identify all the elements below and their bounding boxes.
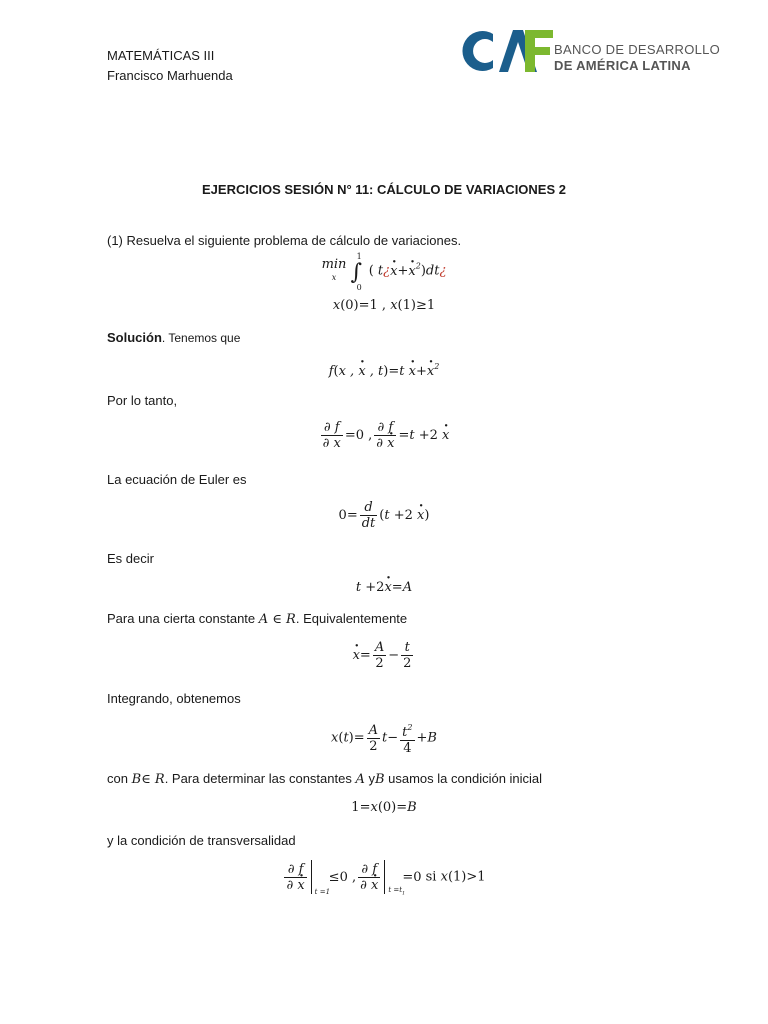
- initial-condition-equation: 1=x(0)=B: [351, 800, 417, 815]
- con-mid: . Para determinar las constantes: [164, 771, 356, 786]
- es-decir-text: Es decir: [107, 551, 154, 566]
- logo-line-2: DE AMÉRICA LATINA: [554, 58, 691, 73]
- solution-intro: [107, 330, 240, 345]
- euler-text: La ecuación de Euler es: [107, 472, 247, 487]
- integrando-text: Integrando, obtenemos: [107, 691, 241, 706]
- xdot-equation: x ·= $\frac{A}{2}$ − $\frac{t}{2}$: [0, 640, 768, 671]
- general-solution-equation: x(t)= $\frac{A}{2}$ t− $\frac{t^2}{4}$ +B: [0, 720, 768, 756]
- transversalidad-text: y la condición de transversalidad: [107, 833, 296, 848]
- problem-number: (1): [107, 233, 123, 248]
- logo-text: [554, 42, 720, 74]
- problem-statement: [107, 233, 461, 248]
- problem-equation: min x 1 ∫ 0 ( t¿x ·+x ·$^2$)dt¿: [0, 252, 768, 292]
- transversality-equation: $\frac{\partial f}{\partial x}$ · t =1 ≤0 , $\frac{\partial f}{\partial x}$ · $t =t_1$ =0 si x(1)>1: [0, 860, 768, 894]
- si-word: si: [425, 869, 437, 885]
- solution-label: Solución: [107, 330, 162, 345]
- con-text: con B∈ R. Para determinar las constantes A yB usamos la condición inicial: [107, 771, 543, 787]
- constante-pre: Para una cierta constante: [107, 611, 259, 626]
- problem-text: Resuelva el siguiente problema de cálculo de variaciones.: [126, 233, 462, 248]
- con-pre: con: [107, 771, 132, 786]
- euler-equation: 0= $\frac{d}{dt}$ (t +2 x ·): [0, 500, 768, 531]
- partial-derivatives-equation: $\frac{\partial f}{\partial x}$ =0 , $\frac{\partial f}{\partial x}$ · =t +2 x ·: [0, 420, 768, 451]
- constante-text: Para una cierta constante A ∈ R. Equivalentemente: [107, 611, 408, 627]
- boundary-conditions: x(0)=1 , x(1)≥1: [332, 298, 436, 313]
- con-post: usamos la condición inicial: [384, 771, 543, 786]
- author-name: Francisco Marhuenda: [107, 68, 233, 83]
- logo-line-1: BANCO DE DESARROLLO: [554, 42, 721, 57]
- solution-intro-text: . Tenemos que: [161, 331, 241, 345]
- course-title: MATEMÁTICAS III: [107, 48, 215, 63]
- constante-post: . Equivalentemente: [295, 611, 408, 626]
- document-header: [107, 46, 233, 86]
- integrand-equation: f(x , x · , t)=t x ·+x ·$^2$: [0, 362, 768, 379]
- por-lo-tanto-text: Por lo tanto,: [107, 393, 178, 408]
- first-integral-equation: t +2x ·=A: [0, 580, 768, 595]
- page-title: EJERCICIOS SESIÓN N° 11: CÁLCULO DE VARIACIONES 2: [202, 182, 566, 197]
